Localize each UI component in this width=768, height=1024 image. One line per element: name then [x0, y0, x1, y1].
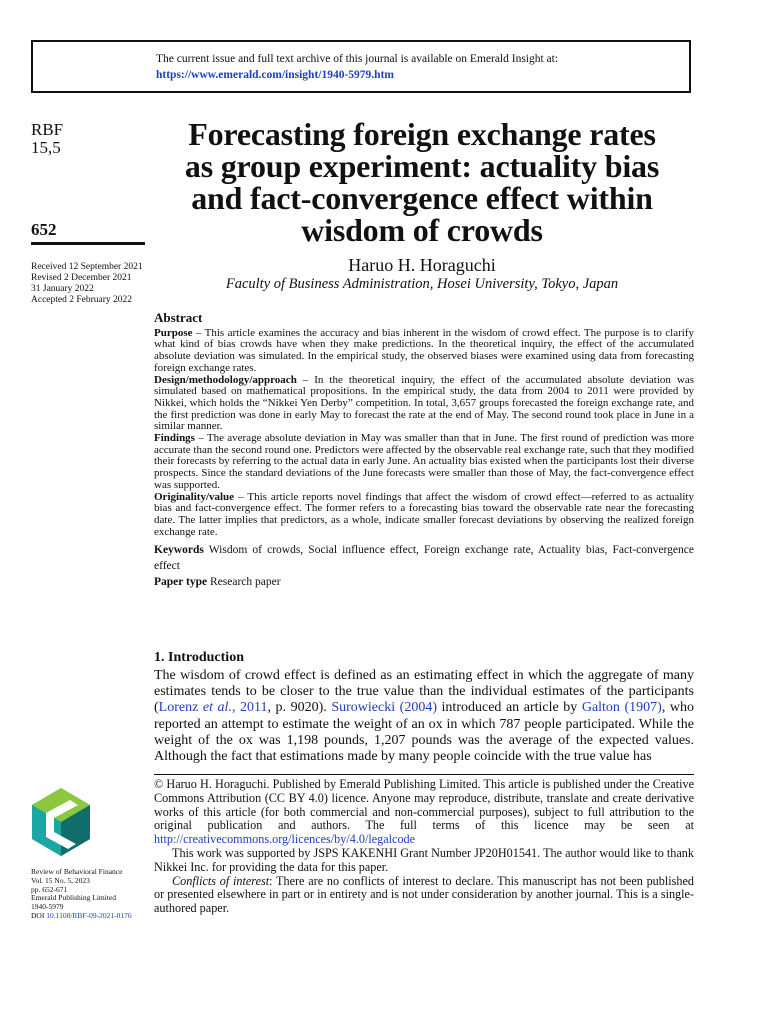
citation-text: Lorenz — [158, 700, 203, 716]
license-url-link[interactable]: http://creativecommons.org/licences/by/4.0/legalcode — [154, 832, 416, 847]
title-line: wisdom of crowds — [301, 212, 543, 248]
keywords-text: Wisdom of crowds, Social influence effect, Foreign exchange rate, Actuality bias, Fact-convergence effect — [154, 544, 694, 573]
journal-url-link[interactable]: https://www.emerald.com/insight/1940-5979.htm — [156, 69, 394, 81]
funding-note: This work was supported by JSPS KAKENHI Grant Number JP20H01541. The author would like to thank Nikkei Inc. for providing the data for this paper. — [154, 845, 694, 874]
pub-line: Review of Behavioral Finance — [31, 867, 123, 876]
footnotes — [154, 778, 694, 916]
section-label: Design/methodology/approach — [154, 373, 297, 386]
doi-label: DOI — [31, 910, 45, 920]
citation-link-surowiecki[interactable]: Surowiecki (2004) — [331, 700, 437, 716]
section-label: Originality/value — [154, 490, 235, 503]
date-line: 31 January 2022 — [31, 284, 94, 294]
keywords — [154, 542, 694, 590]
section-text: – In the theoretical inquiry, the effect of the accumulated absolute deviation was simulated based on mathematical propositions. In the empirical study, the data from 2004 to 2011 were provided by Nikkei, which holds the “Nikkei Yen Derby” competition. In total, 3,657 groups forecasted the foreign exchange rate, and the first prediction was done in early May to forecast the rate at the end of May. The second round took place in June in a similar manner. — [154, 373, 694, 433]
paragraph-text: introduced an article by — [436, 700, 582, 716]
pub-line: pp. 652-671 — [31, 884, 68, 894]
journal-abbr: RBF — [31, 120, 64, 139]
section-text: – This article examines the accuracy and bias inherent in the wisdom of crowd effect. The purpose is to clarify what kind of bias crowds have when they make predictions. In the theoretical inquiry, the effect of the accumulated absolute deviation was simulated. In the empirical study, the observed biases were examined using data from forecasting foreign exchange rates. — [154, 326, 694, 374]
section-text: – This article reports novel findings that affect the wisdom of crowd effect—referred to as actuality bias and fact-convergence effect. The former refers to a forecasting bias toward the observable rate near the forecasting date. The latter implies that predictors, as a whole, indicate smaller forecast deviations by observing the realized foreign exchange rate. — [154, 490, 694, 538]
article-dates — [31, 262, 143, 306]
publication-info — [31, 868, 132, 921]
conflict-text: : There are no conflicts of interest to declare. This manuscript has not been published or presented elsewhere in part or in entirety and is not under consideration by another journal. This is a single-authored paper. — [154, 873, 694, 916]
conflict-label: Conflicts of interest — [172, 873, 270, 888]
publisher-logo-icon — [30, 786, 92, 858]
doi-line — [31, 912, 132, 921]
abstract-findings — [154, 433, 694, 492]
section-heading: 1. Introduction — [154, 650, 244, 665]
footnote-rule — [154, 774, 694, 775]
keywords-label: Keywords — [154, 544, 204, 557]
article-title — [150, 118, 694, 246]
paragraph-text: , p. 9020). — [267, 700, 332, 716]
title-line: and fact-convergence effect within — [191, 180, 653, 216]
page-number: 652 — [31, 220, 57, 239]
citation-text: et al. — [202, 700, 232, 716]
citation-text: , 2011 — [231, 700, 268, 716]
abstract-design — [154, 375, 694, 434]
journal-citation — [31, 121, 63, 157]
author-name: Haruo H. Horaguchi — [348, 255, 496, 275]
section-text: – The average absolute deviation in May was smaller than that in June. The first round of prediction was more accurate than the second round one. Predictors were affected by the observable real exchange rate, such that they modified their forecasts by referring to the actual data in early June. An actuality bias existed when the participants lost their diverse prospects. Since the standard deviations of the June forecasts were smaller than those of May, the fact-convergence effect was supported. — [154, 432, 694, 491]
journal-notice-box — [31, 40, 691, 93]
section-label: Purpose — [154, 326, 193, 339]
date-line: Accepted 2 February 2022 — [31, 295, 133, 305]
pub-line: Emerald Publishing Limited — [31, 893, 116, 903]
paragraph-text: The wisdom of crowd effect is defined as an estimating effect in which the aggregate of many estimates tends to be closer to the true value than the individual estimates of the participants ( — [154, 668, 694, 716]
paper-type-label: Paper type — [154, 576, 208, 589]
paper-type-text: Research paper — [207, 576, 281, 589]
conflict-note — [154, 875, 694, 916]
introduction-paragraph — [154, 668, 694, 765]
date-line: Revised 2 December 2021 — [31, 273, 132, 283]
title-line: as group experiment: actuality bias — [184, 148, 660, 184]
sidebar-rule — [31, 242, 145, 245]
pub-line: Vol. 15 No. 5, 2023 — [31, 875, 90, 885]
abstract — [154, 312, 694, 590]
title-line: Forecasting foreign exchange rates — [188, 116, 656, 152]
citation-link-galton[interactable]: Galton (1907) — [581, 700, 662, 716]
introduction-section — [154, 650, 694, 765]
license-note — [154, 778, 694, 847]
abstract-originality — [154, 492, 694, 539]
pub-line: 1940-5979 — [31, 902, 64, 912]
doi-link[interactable]: 10.1108/RBF-09-2021-0176 — [46, 910, 132, 920]
journal-notice-text: The current issue and full text archive of this journal is available on Emerald Insight at: — [156, 53, 559, 65]
license-text: © Haruo H. Horaguchi. Published by Emerald Publishing Limited. This article is published under the Creative Commons Attribution (CC BY 4.0) licence. Anyone may reproduce, distribute, translate and create derivative works of this article (for both commercial and non-commercial purposes), subject to full attribution to the original publication and authors. The full terms of this licence may be seen at — [154, 777, 694, 833]
section-label: Findings — [154, 432, 195, 445]
paragraph-text: , who reported an attempt to estimate the weight of an ox in which 787 people participated. While the weight of the ox was 1,198 pounds, 1,207 pounds was the average of the expected values. Although the fact that estimations made by many people coincide with the true value has — [154, 700, 694, 765]
abstract-heading: Abstract — [154, 310, 203, 325]
volume-issue: 15,5 — [31, 138, 61, 157]
citation-link-lorenz[interactable] — [159, 700, 268, 715]
author-affiliation: Faculty of Business Administration, Hosei University, Tokyo, Japan — [225, 276, 619, 292]
abstract-purpose — [154, 328, 694, 375]
date-line: Received 12 September 2021 — [31, 262, 143, 272]
